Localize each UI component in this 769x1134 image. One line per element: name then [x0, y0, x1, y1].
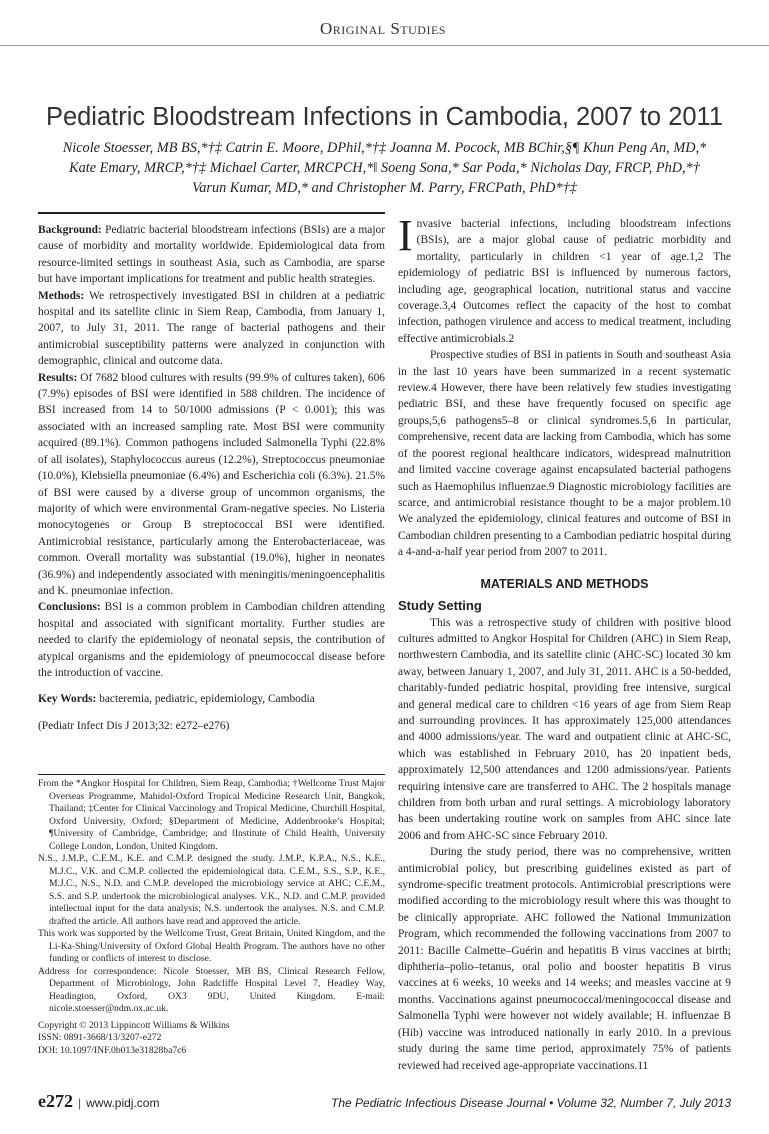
text: We retrospectively investigated BSI in children at a pediatric hospital and its satellite clinic in Siem Reap, Cambodia, from January 1, 2007, to July 31, 2011. The range of bacterial pathogens and their antimicrobial susceptibility patterns were analyzed in conjunction with demographic, clinical and outcome data. — [38, 289, 385, 368]
label: Background: — [38, 224, 102, 236]
author-line: Nicole Stoesser, MB BS,*†‡ Catrin E. Moore, DPhil,*†‡ Joanna M. Pocock, MB BChir,§¶ Khun Peng An, MD,* — [62, 140, 707, 156]
abstract-background — [38, 222, 385, 288]
affiliations: From the *Angkor Hospital for Children, Siem Reap, Cambodia; †Wellcome Trust Major Overseas Programme, Mahidol-Oxford Tropical Medicine Research Unit, Bangkok, Thailand; ‡Center for Clinical Vaccinology and Tropical Medicine, Churchill Hospital, Oxford University, Oxford; §Department of Medicine, Addenbrooke’s Hospital; ¶University of Cambridge, Cambridge; and ‖Institute of Child Health, University College London, London, United Kingdom. — [38, 778, 385, 852]
text: Of 7682 blood cultures with results (99.9% of cultures taken), 606 (7.9%) episodes of BSI were identified in 588 children. The incidence of BSI increased from 14 to 50/1000 admissions (P < 0.001); this was associated with an increased sampling rate. Most BSI were community acquired (89.1%). Common pathogens included Salmonella Typhi (22.8% of all isolates), Staphylococcus aureus (12.2%), Streptococcus pneumoniae (10.0%), Klebsiella pneumoniae (6.4%) and Escherichia coli (6.3%). 21.5% of BSI were caused by a diverse group of uncommon organisms, the majority of which were environmental Gram-negative species. No Listeria monocytogenes or Group B streptococcal BSI were identified. Antimicrobial resistance, particularly among the Enterobacteriaceae, was common. Overall mortality was substantial (19.0%), higher in neonates (36.9%) and independently associated with meningitis/meningoencephalitis and K. pneumoniae infection. — [38, 371, 385, 597]
abstract — [38, 212, 385, 734]
section-header: Original Studies — [320, 19, 446, 38]
intro-paragraph — [398, 211, 731, 347]
header-divider — [0, 45, 769, 46]
abstract-results — [38, 370, 385, 600]
label: Conclusions: — [38, 601, 101, 614]
body-text — [398, 211, 731, 1074]
author-list — [30, 138, 739, 198]
correspondence-address: Address for correspondence: Nicole Stoesser, MB BS, Clinical Research Fellow, Department of Microbiology, John Radcliffe Hospital Level 7, Headley Way, Headington, Oxford, OX3 9DU, United Kingdom. E-mail: nicole.stoesser@ndm.ox.ac.uk. — [38, 965, 385, 1015]
citation: (Pediatr Infect Dis J 2013;32: e272–e276) — [38, 719, 230, 732]
text: Pediatric bacterial bloodstream infections (BSIs) are a major cause of morbidity and mortality worldwide. Epidemiological data from resource-limited settings in southeast Asia, such as Cambodia, are sparse but have important implications for treatment and public health strategies. — [38, 224, 385, 286]
label: Key Words: — [38, 693, 97, 706]
contributions: N.S., J.M.P., C.E.M., K.E. and C.M.P. designed the study. J.M.P., K.P.A., N.S., K.E., M.J.C., V.K. and C.M.P. collected the epidemiological data. C.E.M., S.S., S.P., K.E., M.J.C., N.S., N.D. and C.M.P. developed the microbiology service at AHC; C.E.M., S.S. and S.P. undertook the microbiological analyses. V.K., N.D. and C.M.P. provided intellectual input for the data analysis; N.S. undertook the analyses. N.S. and C.M.P. drafted the article. All authors have read and approved the article. — [38, 853, 385, 927]
abstract-rule — [38, 212, 385, 214]
author-line: Varun Kumar, MD,* and Christopher M. Parry, FRCPath, PhD*†‡ — [192, 180, 577, 196]
article-title: Pediatric Bloodstream Infections in Cambodia, 2007 to 2011 — [45, 103, 724, 131]
label: Methods: — [38, 289, 85, 302]
intro-paragraph: Prospective studies of BSI in patients in South and southeast Asia in the last 10 years have been summarized in a recent systematic review.4 However, there have been relatively few studies investigating pediatric BSI, and these have frequently focused on specific age groups,5,6 pathogens5–8 or clinical syndromes.5,6 In particular, comprehensive, recent data are lacking from Cambodia, which has some of the poorest regional healthcare indicators, widespread malnutrition and limited vaccine coverage against encapsulated bacterial pathogens such as Haemophilus influenzae.9 Diagnostic microbiology facilities are scarce, and antimicrobial resistance thought to be a major problem.10 We analyzed the epidemiology, clinical features and outcome of BSI in Cambodian children presenting to a Cambodian pediatric hospital during a 4-and-a-half year period from 2007 to 2011. — [398, 349, 731, 559]
author-line: Kate Emary, MRCP,*†‡ Michael Carter, MRCPCH,*‖ Soeng Sona,* Sar Poda,* Nicholas Day, FRCP, PhD,*† — [69, 160, 700, 176]
text: bacteremia, pediatric, epidemiology, Cambodia — [96, 693, 315, 706]
two-column-body — [38, 212, 731, 1074]
issn: ISSN: 0891-3668/13/3207-e272 — [38, 1032, 162, 1044]
funding: This work was supported by the Wellcome Trust, Great Britain, United Kingdom, and the Li-Ka-Shing/University of Oxford Global Health Program. The authors have no other funding or conflicts of interest to disclose. — [38, 928, 385, 965]
drop-cap: I — [398, 211, 413, 260]
journal-url[interactable]: www.pidj.com — [86, 1095, 160, 1110]
methods-paragraph: During the study period, there was no comprehensive, written antimicrobial policy, but prescribing guidelines existed as part of syndrome-specific treatment protocols. Antimicrobial prescriptions were modified according to the microbiology result where this was thought to be clinically appropriate. AHC followed the National Immunization Program, which recommended the following vaccinations from 2007 to 2011: Bacille Calmette–Guérin and hepatitis B virus vaccines at birth; diphtheria–polio–tetanus, oral polio and booster hepatitis B virus vaccines at 6 weeks, 10 weeks and 14 weeks; and measles vaccine at 9 months. Vaccinations against pneumococcal/meningococcal disease and Salmonella Typhi were however not widely available; H. influenzae B (Hib) vaccine was introduced nationally in early 2010. In a previous study during the same time period, approximately 75% of patients reviewed had received age-appropriate vaccinations.11 — [398, 846, 731, 1072]
separator: | — [78, 1095, 82, 1110]
page-footer — [38, 1090, 731, 1114]
footnote-rule — [38, 774, 385, 775]
text: BSI is a common problem in Cambodian children attending hospital and associated with significant mortality. Further studies are needed to clarify the epidemiology of neonatal sepsis, the contribution of atypical organisms and the epidemiology of pneumococcal disease before the introduction of vaccine. — [38, 601, 385, 679]
copyright: Copyright © 2013 Lippincott Williams & Wilkins — [38, 1019, 230, 1031]
abstract-methods — [38, 288, 385, 370]
subsection-heading: Study Setting — [398, 597, 482, 613]
text: nvasive bacterial infections, including bloodstream infections (BSIs), are a major global cause of pediatric morbidity and mortality, particularly in children <1 year of age.1,2 The epidemiology of pediatric BSI is influenced by numerous factors, including age, geographical location, nutritional status and vaccine coverage.3,4 Outcomes reflect the capacity of the host to combat infection, pathogen virulence and access to medical treatment, including effective antimicrobials.2 — [398, 218, 731, 345]
journal-info: The Pediatric Infectious Disease Journal • Volume 32, Number 7, July 2013 — [331, 1095, 731, 1110]
page-number: e272 — [38, 1090, 73, 1111]
methods-paragraph: This was a retrospective study of children with positive blood cultures admitted to Angkor Hospital for Children (AHC) in Siem Reap, northwestern Cambodia, and its satellite clinic (AHC-SC) located 30 km away, between January 1, 2007, and July 31, 2011. AHC is a 50-bedded, charitably-funded pediatric hospital, providing free intensive, surgical and general medical care to children <16 years of age from Siem Reap and surrounding provinces. It has approximately 125,000 attendances and 4000 admissions/year. The ward and outpatient clinic at AHC-SC, which was established in February 2010, has 20 inpatient beds, approximately 12,500 attendances and 1200 admissions/year. Patients requiring intensive care are transferred to AHC. The 2 hospitals manage children from both urban and rural settings. A microbiology laboratory has been undertaking routine work on samples from AHC since late 2006 and from AHC-SC since February 2010. — [398, 616, 731, 842]
label: Results: — [38, 371, 78, 384]
section-heading: MATERIALS AND METHODS — [480, 576, 649, 591]
abstract-conclusions — [38, 599, 385, 681]
doi: DOI: 10.1097/INF.0b013e31828ba7c6 — [38, 1044, 187, 1056]
keywords — [38, 691, 385, 707]
left-column — [38, 212, 385, 1057]
footnotes — [38, 774, 385, 1057]
